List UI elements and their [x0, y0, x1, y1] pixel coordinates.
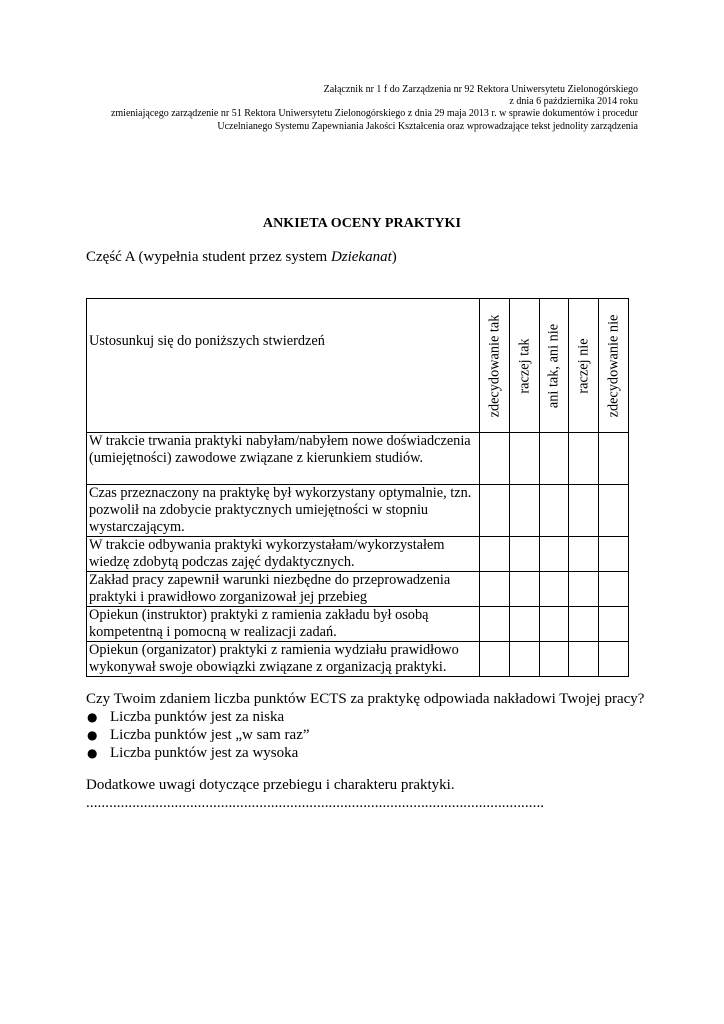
answer-cell[interactable]	[569, 485, 599, 537]
part-suffix: )	[391, 249, 397, 265]
answer-cell[interactable]	[510, 485, 540, 537]
answer-cell[interactable]	[510, 537, 540, 572]
answer-cell[interactable]	[540, 537, 569, 572]
bullet-icon: ●	[87, 728, 98, 742]
answer-cell[interactable]	[510, 642, 540, 677]
answer-cell[interactable]	[569, 572, 599, 607]
answer-cell[interactable]	[480, 607, 510, 642]
ects-options	[86, 708, 646, 762]
answer-cell[interactable]	[480, 433, 510, 485]
ects-option-label: Liczba punktów jest za niska	[110, 709, 285, 725]
header-line: z dnia 6 października 2014 roku	[509, 96, 638, 108]
bullet-icon: ●	[87, 746, 98, 760]
answer-cell[interactable]	[599, 572, 629, 607]
remarks-section	[86, 776, 545, 812]
statement-cell: Opiekun (organizator) praktyki z ramienia wydziału prawidłowo wykonywał swoje obowiązki związane z organizacją praktyki.	[87, 642, 480, 677]
part-system: Dziekanat	[330, 249, 392, 265]
answer-cell[interactable]	[480, 572, 510, 607]
document-header	[38, 84, 638, 133]
ects-section	[86, 690, 646, 762]
table-row	[87, 537, 629, 572]
answer-cell[interactable]	[540, 485, 569, 537]
answer-cell[interactable]	[599, 485, 629, 537]
ects-option-label: Liczba punktów jest „w sam raz”	[110, 727, 310, 743]
answer-cell[interactable]	[540, 607, 569, 642]
header-line: zmieniającego zarządzenie nr 51 Rektora Uniwersytetu Zielonogórskiego z dnia 29 maja 2013 r. w sprawie dokumentów i procedur	[110, 108, 638, 120]
answer-cell[interactable]	[510, 433, 540, 485]
statement-cell: Czas przeznaczony na praktykę był wykorzystany optymalnie, tzn. pozwolił na zdobycie praktycznych umiejętności w stopniu wystarczającym.	[87, 485, 480, 537]
answer-cell[interactable]	[540, 433, 569, 485]
table-row	[87, 485, 629, 537]
answer-cell[interactable]	[599, 537, 629, 572]
header-line: Załącznik nr 1 f do Zarządzenia nr 92 Rektora Uniwersytetu Zielonogórskiego	[323, 84, 638, 95]
answer-cell[interactable]	[540, 642, 569, 677]
answer-cell[interactable]	[480, 642, 510, 677]
table-row	[87, 642, 629, 677]
table-row	[87, 572, 629, 607]
answer-cell[interactable]	[510, 572, 540, 607]
list-item[interactable]	[86, 708, 646, 726]
scale-header: zdecydowanie tak	[480, 299, 510, 433]
answer-cell[interactable]	[569, 642, 599, 677]
question-column-header: Ustosunkuj się do poniższych stwierdzeń	[87, 299, 480, 433]
table-row	[87, 607, 629, 642]
remarks-label: Dodatkowe uwagi dotyczące przebiegu i charakteru praktyki.	[86, 777, 455, 793]
answer-cell[interactable]	[480, 485, 510, 537]
answer-cell[interactable]	[540, 572, 569, 607]
statement-cell: W trakcie trwania praktyki nabyłam/nabyłem nowe doświadczenia (umiejętności) zawodowe związane z kierunkiem studiów.	[87, 433, 480, 485]
answer-cell[interactable]	[599, 607, 629, 642]
statement-cell: Opiekun (instruktor) praktyki z ramienia zakładu był osobą kompetentną i pomocną w realizacji zadań.	[87, 607, 480, 642]
scale-header: ani tak, ani nie	[540, 299, 569, 433]
table-row	[87, 433, 629, 485]
list-item[interactable]	[86, 726, 646, 744]
scale-header: raczej nie	[569, 299, 599, 433]
bullet-icon: ●	[87, 710, 98, 724]
answer-cell[interactable]	[569, 537, 599, 572]
answer-cell[interactable]	[480, 537, 510, 572]
survey-table	[86, 298, 629, 677]
answer-cell[interactable]	[599, 642, 629, 677]
statement-cell: Zakład pracy zapewnił warunki niezbędne do przeprowadzenia praktyki i prawidłowo zorganizował jej przebieg	[87, 572, 480, 607]
ects-option-label: Liczba punktów jest za wysoka	[110, 745, 299, 761]
answer-cell[interactable]	[569, 433, 599, 485]
answer-cell[interactable]	[599, 433, 629, 485]
part-a-heading	[86, 249, 397, 266]
remarks-answer-line[interactable]: .......................................................................................................................	[86, 795, 545, 811]
answer-cell[interactable]	[569, 607, 599, 642]
scale-header: zdecydowanie nie	[599, 299, 629, 433]
header-line: Uczelnianego Systemu Zapewniania Jakości Kształcenia oraz wprowadzające tekst jednolity zarządzenia	[217, 120, 638, 132]
page-title: ANKIETA OCENY PRAKTYKI	[262, 216, 462, 231]
statement-cell: W trakcie odbywania praktyki wykorzystałam/wykorzystałem wiedzę zdobytą podczas zajęć dydaktycznych.	[87, 537, 480, 572]
ects-question: Czy Twoim zdaniem liczba punktów ECTS za praktykę odpowiada nakładowi Twojej pracy?	[86, 691, 645, 707]
scale-header: raczej tak	[510, 299, 540, 433]
table-header-row	[87, 299, 629, 433]
list-item[interactable]	[86, 744, 646, 762]
answer-cell[interactable]	[510, 607, 540, 642]
part-prefix: Część A (wypełnia student przez system	[86, 249, 331, 265]
